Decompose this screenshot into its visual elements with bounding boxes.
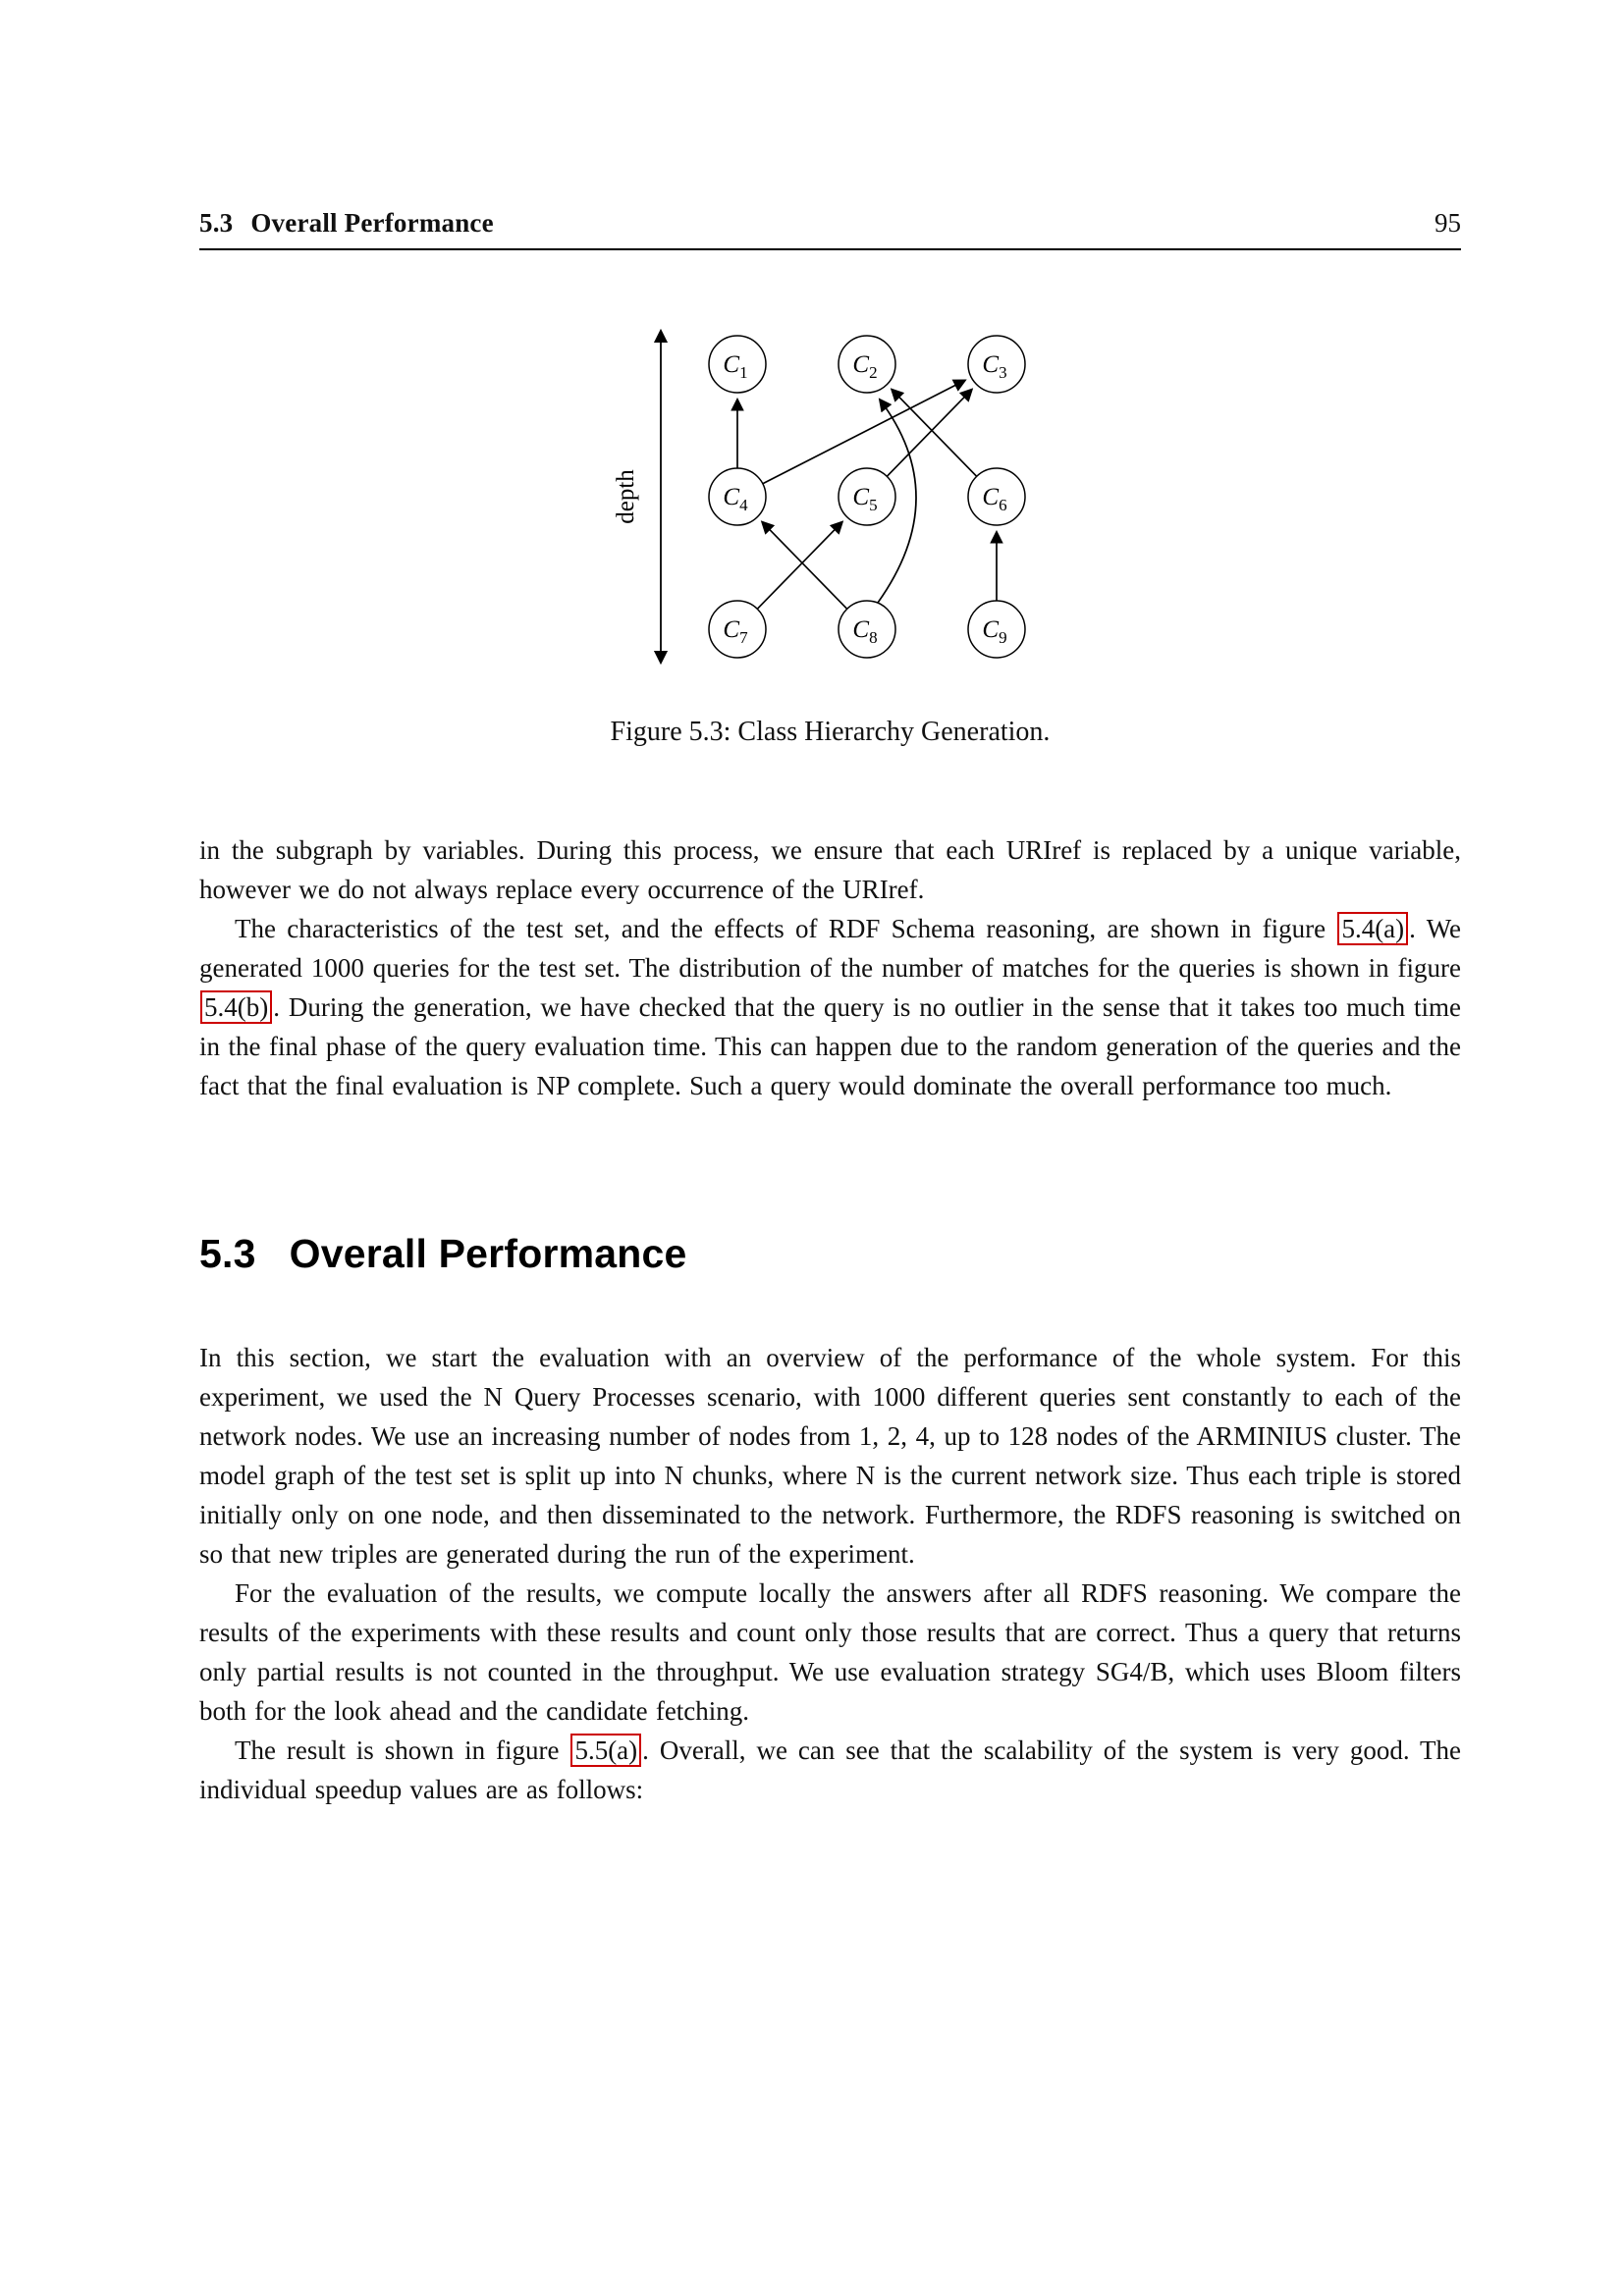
body-text-block-1 (199, 830, 1461, 1105)
running-header-section-title: Overall Performance (250, 208, 494, 238)
node-label-C1: $C_1$ (722, 351, 748, 382)
paragraph: The characteristics of the test set, and the effects of RDF Schema reasoning, are shown in figure 5.4(a) . We generated 1000 queries for the test set. The distribution of the number of matches for the queries is shown in figure 5.4(b) . During the generation, we have checked that the query is no outlier in the sense that it takes too much time in the final phase of the query evaluation time. This can happen due to the random generation of the queries and the fact that the final evaluation is NP complete. Such a query would dominate the overall performance too much. (199, 914, 1462, 1100)
node-label-C9: $C_9$ (981, 616, 1007, 647)
section-heading-title: Overall Performance (289, 1231, 687, 1276)
class-hierarchy-diagram (600, 313, 1061, 686)
graph-layer (709, 336, 1025, 658)
figure-canvas (600, 313, 1061, 691)
node-label-C4: $C_4$ (722, 484, 748, 514)
header-rule (199, 248, 1461, 250)
running-header-title (199, 208, 494, 239)
page-body (199, 830, 1461, 1809)
paragraph: in the subgraph by variables. During this process, we ensure that each URIref is replaced by a unique variable, however we do not always replace every occurrence of the URIref. (199, 835, 1461, 904)
node-label-C2: $C_2$ (851, 351, 878, 382)
figure-reference-link[interactable]: 5.4(b) (200, 990, 272, 1024)
figure-caption: Figure 5.3: Class Hierarchy Generation. (610, 717, 1051, 747)
node-label-C8: $C_8$ (851, 616, 878, 647)
section-heading-number: 5.3 (199, 1231, 256, 1276)
edge-C6-C2 (892, 390, 977, 477)
paragraph: In this section, we start the evaluation with an overview of the performance of the whole system. For this experiment, we used the N Query Processes scenario, with 1000 different queries sent constantly to each of the network nodes. We use an increasing number of nodes from 1, 2, 4, up to 128 nodes of the ARMINIUS cluster. The model graph of the test set is split up into N chunks, where N is the current network size. Thus each triple is stored initially only on one node, and then disseminated to the network. Furthermore, the RDFS reasoning is switched on so that new triples are generated during the run of the experiment. (199, 1343, 1461, 1569)
running-header (199, 208, 1461, 239)
running-header-section-number: 5.3 (199, 208, 234, 238)
body-text-block-2 (199, 1338, 1461, 1809)
depth-axis-label: depth (612, 469, 639, 524)
paragraph: For the evaluation of the results, we compute locally the answers after all RDFS reasoning. We compare the results of the experiments with these results and count only those results that are correct. Thus a query that returns only partial results is not counted in the throughput. We use evaluation strategy SG4/B, which uses Bloom filters both for the look ahead and the candidate fetching. (199, 1578, 1461, 1726)
figure-class-hierarchy (199, 313, 1461, 748)
node-label-C5: $C_5$ (851, 484, 878, 514)
figure-reference-link[interactable]: 5.4(a) (1337, 912, 1408, 945)
node-label-C6: $C_6$ (981, 484, 1007, 514)
section-heading (199, 1231, 1461, 1277)
page-number: 95 (1435, 208, 1461, 238)
node-label-C3: $C_3$ (981, 351, 1007, 382)
figure-reference-link[interactable]: 5.5(a) (570, 1734, 641, 1767)
edge-C8-C4 (762, 522, 847, 610)
edge-C7-C5 (757, 522, 842, 610)
paragraph: The result is shown in figure 5.5(a) . Overall, we can see that the scalability of the system is very good. The individual speedup values are as follows: (199, 1735, 1461, 1804)
node-label-C7: $C_7$ (722, 616, 748, 647)
